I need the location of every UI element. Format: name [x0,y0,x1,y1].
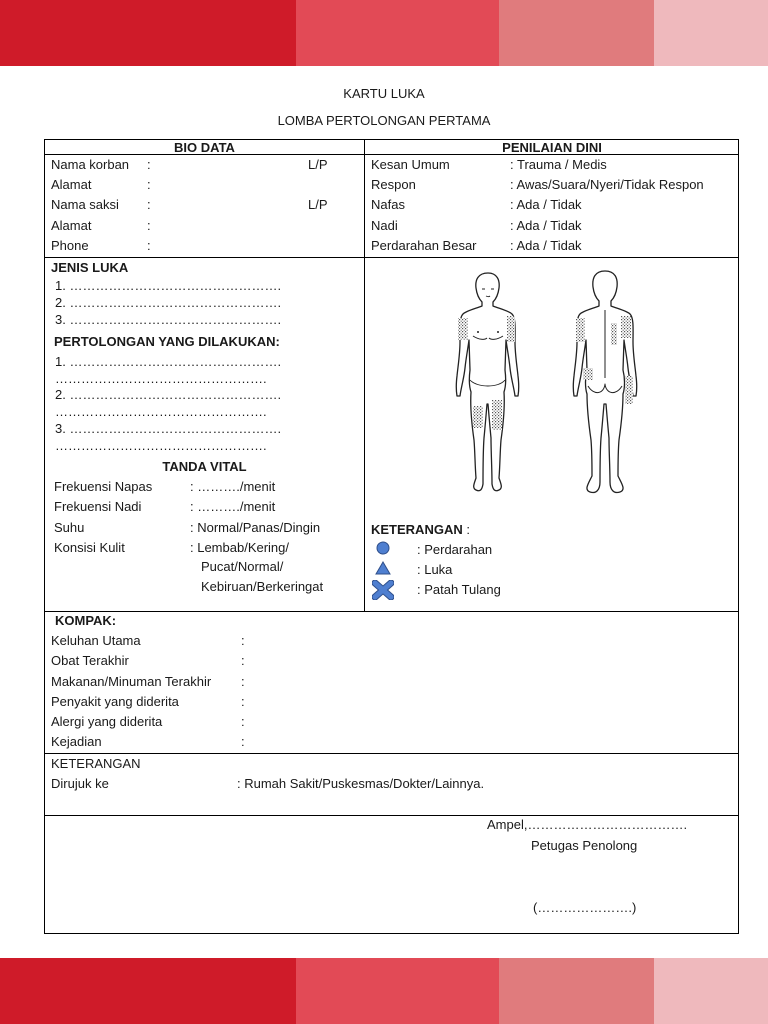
band-segment [499,0,654,66]
biodata-colon: : [147,177,151,192]
kompak-colon[interactable]: : [241,734,245,749]
vital-value[interactable]: : Lembab/Kering/ [190,540,290,555]
jenis-luka-line[interactable]: 3. …………………………………………. [55,312,282,327]
vital-label: Frekuensi Nadi [54,499,142,514]
biodata-label: Phone [51,238,89,253]
kompak-label: Keluhan Utama [51,633,141,648]
vital-value[interactable]: : Normal/Panas/Dingin [190,520,321,535]
bruise-marker [576,318,585,342]
keterangan-heading: KETERANGAN [51,756,141,771]
circle-icon [376,541,390,555]
kompak-colon[interactable]: : [241,674,245,689]
jenis-luka-line[interactable]: 1. …………………………………………. [55,278,282,293]
penilaian-value[interactable]: : Ada / Tidak [510,197,582,212]
band-segment [499,958,654,1024]
document-subtitle: LOMBA PERTOLONGAN PERTAMA [277,113,491,128]
pertolongan-line[interactable]: …………………………………………. [55,404,267,419]
body-diagram[interactable] [435,268,650,500]
biodata-label: Alamat [51,177,92,192]
triangle-icon [375,561,391,575]
signature-place-date[interactable]: Ampel,………………………………. [487,817,688,832]
biodata-label: Nama korban [51,157,130,172]
section-divider [45,611,738,612]
kompak-label: Penyakit yang diderita [51,694,179,709]
document-title: KARTU LUKA [343,86,425,101]
pertolongan-heading: PERTOLONGAN YANG DILAKUKAN: [54,334,280,349]
band-segment [296,958,499,1024]
bottom-color-band [0,958,768,1024]
pertolongan-line[interactable]: …………………………………………. [55,438,267,453]
vital-label: Konsisi Kulit [54,540,125,555]
penilaian-label: Nadi [371,218,398,233]
legend-label: : Patah Tulang [417,582,501,597]
bruise-marker [611,323,617,345]
vital-label: Frekuensi Napas [54,479,153,494]
biodata-label: Nama saksi [51,197,119,212]
kompak-label: Obat Terakhir [51,653,129,668]
bruise-marker [458,318,468,340]
body-front-figure[interactable] [456,273,519,491]
top-color-band [0,0,768,66]
band-segment [654,0,768,66]
pertolongan-line[interactable]: 1. …………………………………………. [55,354,282,369]
biodata-colon: : [147,197,151,212]
bruise-marker [621,316,631,338]
jenis-luka-heading: JENIS LUKA [51,260,129,275]
kompak-colon[interactable]: : [241,694,245,709]
signature-name-line[interactable]: (………………….) [533,900,637,915]
gender-option[interactable]: L/P [308,197,328,212]
penilaian-value[interactable]: : Awas/Suara/Nyeri/Tidak Respon [510,177,704,192]
penilaian-label: Respon [371,177,416,192]
biodata-colon: : [147,218,151,233]
band-segment [0,958,296,1024]
pertolongan-line[interactable]: 2. …………………………………………. [55,387,282,402]
gender-option[interactable]: L/P [308,157,328,172]
vital-value-cont[interactable]: Pucat/Normal/ [201,559,284,574]
wound-card-form [44,139,739,934]
vital-value[interactable]: : ………./menit [190,479,276,494]
kompak-colon[interactable]: : [241,633,245,648]
legend-heading [371,522,470,537]
kompak-heading: KOMPAK: [55,613,117,628]
biodata-label: Alamat [51,218,92,233]
pertolongan-line[interactable]: 3. …………………………………………. [55,421,282,436]
dirujuk-options[interactable]: : Rumah Sakit/Puskesmas/Dokter/Lainnya. [237,776,485,791]
bruise-marker [507,316,515,342]
band-segment [296,0,499,66]
band-segment [0,0,296,66]
band-segment [654,958,768,1024]
bruise-marker [583,368,593,380]
kompak-label: Makanan/Minuman Terakhir [51,674,212,689]
penilaian-label: Nafas [371,197,405,212]
biodata-colon: : [147,157,151,172]
penilaian-heading: PENILAIAN DINI [502,140,602,155]
penilaian-value[interactable]: : Ada / Tidak [510,218,582,233]
penilaian-label: Kesan Umum [371,157,450,172]
kompak-colon[interactable]: : [241,714,245,729]
biodata-heading: BIO DATA [174,140,235,155]
legend-label: : Perdarahan [417,542,493,557]
kompak-label: Kejadian [51,734,102,749]
legend-label: : Luka [417,562,453,577]
bruise-marker [492,400,502,430]
kompak-bottom-divider [45,753,738,754]
legend-heading-text: KETERANGAN [371,522,463,537]
column-divider [364,140,365,612]
kompak-colon[interactable]: : [241,653,245,668]
cross-icon [372,580,394,600]
bruise-marker [625,376,633,404]
vital-value[interactable]: : ………./menit [190,499,276,514]
penilaian-value[interactable]: : Trauma / Medis [510,157,607,172]
biodata-bottom-divider [45,257,738,258]
vital-label: Suhu [54,520,85,535]
kompak-label: Alergi yang diderita [51,714,163,729]
biodata-colon: : [147,238,151,253]
keterangan-bottom-divider [45,815,738,816]
jenis-luka-line[interactable]: 2. …………………………………………. [55,295,282,310]
legend-heading-colon: : [462,522,470,537]
bruise-marker [473,406,483,428]
vital-value-cont[interactable]: Kebiruan/Berkeringat [201,579,324,594]
dirujuk-label: Dirujuk ke [51,776,109,791]
tanda-vital-heading: TANDA VITAL [162,459,247,474]
penilaian-value[interactable]: : Ada / Tidak [510,238,582,253]
pertolongan-line[interactable]: …………………………………………. [55,371,267,386]
signature-role: Petugas Penolong [531,838,638,853]
penilaian-label: Perdarahan Besar [371,238,477,253]
